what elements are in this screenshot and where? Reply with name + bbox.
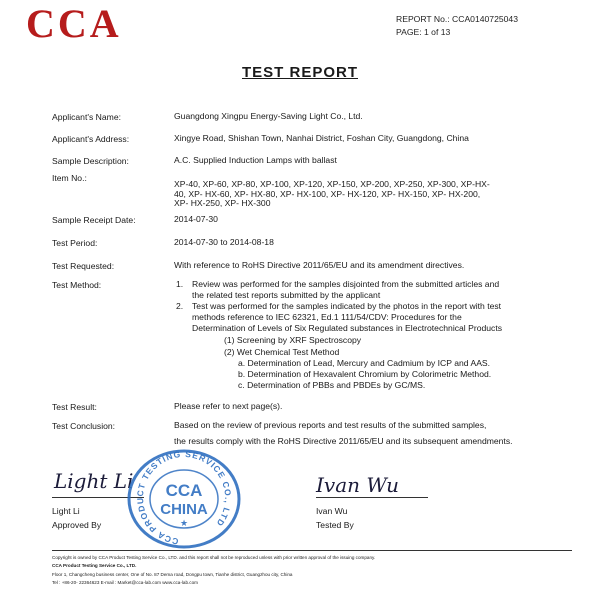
method-item-2-number: 2. [176,301,184,311]
test-result-label: Test Result: [52,402,97,412]
test-requested-value: With reference to RoHS Directive 2011/65/EU and its amendment directives. [174,260,465,270]
test-conclusion-line-1: Based on the review of previous reports and test results of the submitted samples, [174,420,487,430]
method-sub-2b: b. Determination of Hexavalent Chromium by Colorimetric Method. [238,369,492,379]
method-sub-2a: a. Determination of Lead, Mercury and Cadmium by ICP and AAS. [238,358,491,368]
applicant-address-value: Xingye Road, Shishan Town, Nanhai District, Foshan City, Guangdong, China [174,133,469,143]
method-sub-xrf: (1) Screening by XRF Spectroscopy [224,335,362,345]
approver-signature: Light Li [54,469,134,493]
approver-role: Approved By [52,520,102,530]
sample-description-value: A.C. Supplied Induction Lamps with ballast [174,155,337,165]
stamp-star-icon: ★ [179,519,189,529]
sample-receipt-date-label: Sample Receipt Date: [52,215,136,225]
company-seal-stamp [122,446,246,552]
method-item-1-line-1: Review was performed for the samples disjointed from the submitted articles and [192,279,500,289]
applicant-address-label: Applicant's Address: [52,134,130,144]
test-conclusion-line-2: the results comply with the RoHS Directive 2011/65/EU and its subsequent amendments. [174,436,513,446]
applicant-name-label: Applicant's Name: [52,112,121,122]
footer-company: CCA Product Testing Service Co., LTD. [52,563,137,568]
company-logo: CCA [26,1,122,46]
test-method-label: Test Method: [52,280,102,290]
method-item-2-line-2: methods reference to IEC 62321, Ed.1 111/54/CDV: Procedures for the [192,312,462,322]
item-no-label: Item No.: [52,173,87,183]
sample-description-label: Sample Description: [52,156,129,166]
sample-receipt-date-value: 2014-07-30 [174,214,218,224]
report-title: TEST REPORT [241,64,358,81]
method-item-2-line-1: Test was performed for the samples indicated by the photos in the report with test [192,301,502,311]
test-requested-label: Test Requested: [52,261,115,271]
tester-name: Ivan Wu [316,506,348,516]
stamp-ring-text: CCA PRODUCT TESTING SERVICE CO., LTD [134,448,234,547]
footer-address: Floor 1, Changcheng business center, One of No. 87 Dema road, Dongpu town, Tianhe district, Guangzhou city, China [52,572,293,577]
tester-signature-line [316,497,428,498]
method-item-1-number: 1. [176,279,184,289]
test-period-label: Test Period: [52,238,98,248]
method-sub-2c: c. Determination of PBBs and PBDEs by GC/MS. [238,380,426,390]
test-result-value: Please refer to next page(s). [174,401,283,411]
footer-contact: Tel : +86-20- 22364623 E-mail : Market@cca-lab.com www.cca-lab.com [52,580,198,585]
test-period-value: 2014-07-30 to 2014-08-18 [174,237,274,247]
report-number: REPORT No.: CCA0140725043 [396,14,518,24]
item-no-value: XP-40, XP-60, XP-80, XP-100, XP-120, XP-150, XP-200, XP-250, XP-300, XP-HX-40, XP- HX-60, XP- HX-80, XP- HX-100, XP- HX-120, XP- HX-150, XP- HX-200, XP- HX-250, XP- HX-300 [174,179,490,209]
stamp-center-top: CCA [165,481,203,500]
tester-role: Tested By [316,520,354,530]
method-sub-wet-chemical: (2) Wet Chemical Test Method [224,347,340,357]
page-number: PAGE: 1 of 13 [396,27,451,37]
tester-signature: Ivan Wu [316,473,399,497]
footer-copyright: Copyright is owned by CCA Product Testing Service Co., LTD. and this report shall not be reproduced unless with prior written approval of the issuing company. [52,555,376,560]
test-conclusion-label: Test Conclusion: [52,421,116,431]
method-item-1-line-2: the related test reports submitted by the applicant [192,290,381,300]
approver-name: Light Li [52,506,80,516]
applicant-name-value: Guangdong Xingpu Energy-Saving Light Co., Ltd. [174,111,363,121]
footer-divider [52,550,572,551]
stamp-center-bottom: CHINA [160,501,208,518]
method-item-2-line-3: Determination of Levels of Six Regulated substances in Electrotechnical Products [192,323,503,333]
